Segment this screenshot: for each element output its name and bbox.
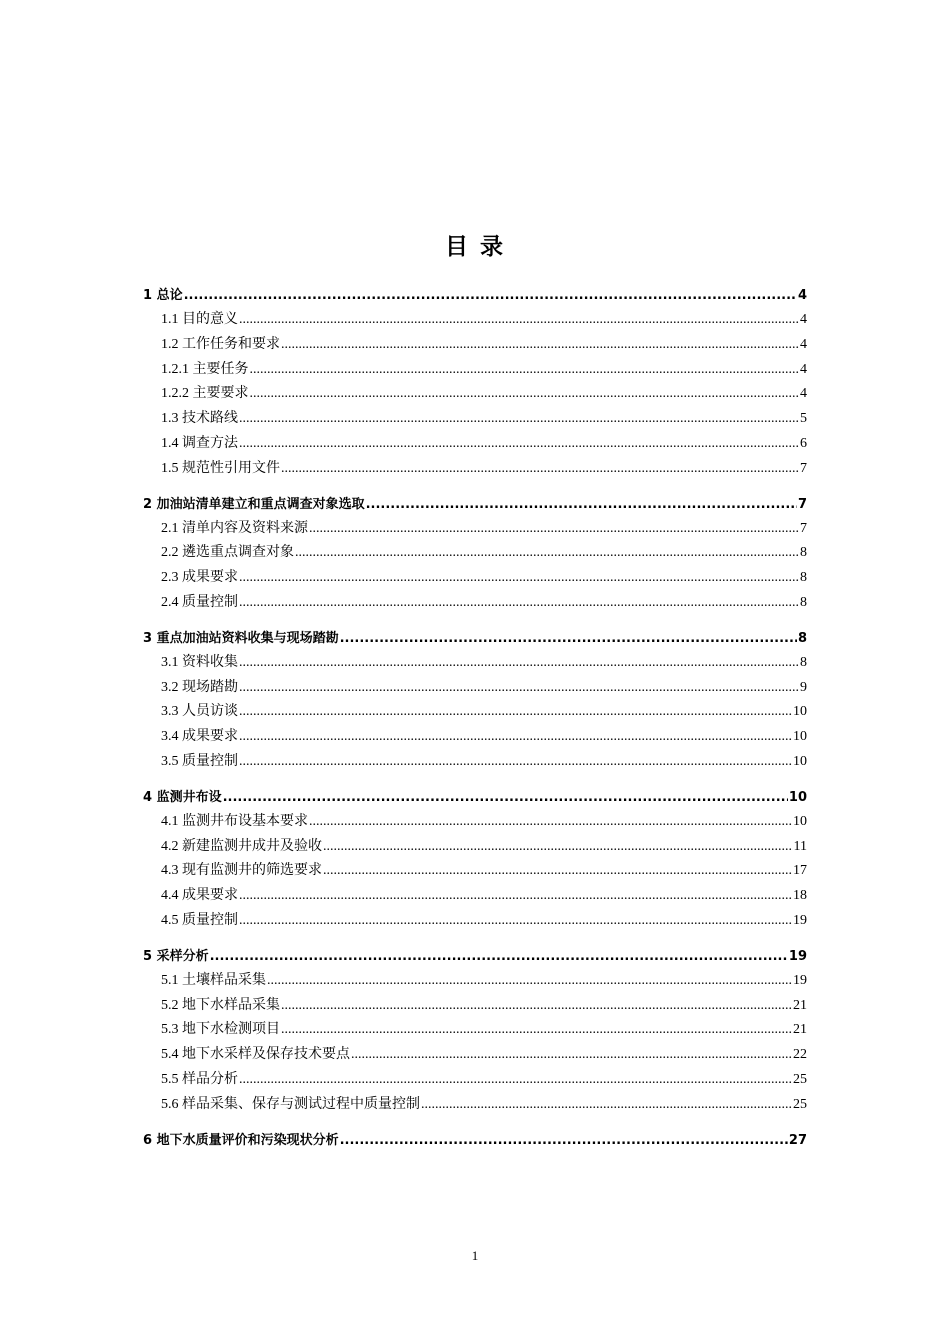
dot-leader (340, 626, 797, 651)
dot-leader (239, 432, 799, 457)
toc-section-entry[interactable] (143, 1093, 807, 1118)
toc-entry-page: 8 (800, 570, 807, 586)
toc-entry-label: 5.5 样品分析 (161, 1071, 238, 1087)
dot-leader (239, 884, 792, 909)
toc-entry-label: 5.2 地下水样品采集 (161, 997, 280, 1013)
toc-section-entry[interactable] (143, 810, 807, 835)
toc-entry-label: 1.2.2 主要要求 (161, 386, 249, 402)
dot-leader (250, 382, 800, 407)
toc-entry-page: 10 (793, 704, 807, 720)
toc-entry-page: 10 (793, 813, 807, 829)
toc-entry-page: 18 (793, 888, 807, 904)
toc-entry-label: 5.6 样品采集、保存与测试过程中质量控制 (161, 1096, 420, 1112)
toc-entry-label: 3.5 质量控制 (161, 753, 238, 769)
toc-entry-label: 2.1 清单内容及资料来源 (161, 520, 308, 536)
dot-leader (239, 700, 792, 725)
toc-entry-page: 4 (800, 312, 807, 327)
toc-chapter-entry[interactable] (143, 944, 807, 969)
toc-entry-page: 8 (800, 654, 807, 670)
dot-leader (250, 358, 800, 383)
toc-entry-page: 7 (800, 520, 807, 536)
toc-section-entry[interactable] (143, 333, 807, 358)
toc-section-entry[interactable] (143, 1018, 807, 1043)
toc-section-entry[interactable] (143, 651, 807, 676)
toc-entry-page: 5 (800, 411, 807, 427)
toc-section-entry[interactable] (143, 591, 807, 616)
toc-section-entry[interactable] (143, 407, 807, 432)
toc-entry-label: 1.2 工作任务和要求 (161, 336, 280, 352)
toc-chapter-entry[interactable] (143, 1128, 807, 1153)
dot-leader (295, 541, 799, 566)
toc-section-entry[interactable] (143, 382, 807, 407)
toc-section-entry[interactable] (143, 517, 807, 542)
dot-leader (366, 492, 797, 517)
toc-entry-page: 19 (788, 948, 807, 964)
dot-leader (239, 676, 799, 701)
dot-leader (309, 810, 792, 835)
toc-chapter-entry[interactable] (143, 283, 807, 308)
table-of-contents (143, 283, 807, 1153)
toc-entry-page: 8 (800, 594, 807, 610)
toc-entry-label: 4.1 监测井布设基本要求 (161, 813, 308, 829)
dot-leader (239, 308, 799, 333)
dot-leader (281, 1018, 792, 1043)
toc-entry-label: 5.3 地下水检测项目 (161, 1022, 280, 1038)
toc-entry-page: 7 (800, 460, 807, 476)
dot-leader (239, 1068, 792, 1093)
toc-entry-page: 21 (793, 1022, 807, 1038)
toc-entry-page: 6 (800, 435, 807, 451)
toc-entry-label: 3.4 成果要求 (161, 729, 238, 745)
toc-section-entry[interactable] (143, 1043, 807, 1068)
toc-entry-label: 2.3 成果要求 (161, 570, 238, 586)
toc-entry-page: 11 (793, 838, 807, 854)
toc-entry-page: 25 (793, 1071, 807, 1087)
toc-section-entry[interactable] (143, 676, 807, 701)
dot-leader (184, 283, 797, 308)
toc-entry-page: 22 (793, 1047, 807, 1063)
toc-section-entry[interactable] (143, 835, 807, 860)
toc-entry-label: 6 地下水质量评价和污染现状分析 (143, 1132, 339, 1148)
dot-leader (323, 859, 792, 884)
toc-entry-label: 4.4 成果要求 (161, 888, 238, 904)
toc-section-entry[interactable] (143, 884, 807, 909)
dot-leader (421, 1093, 792, 1118)
dot-leader (239, 750, 792, 775)
toc-section-entry[interactable] (143, 859, 807, 884)
dot-leader (309, 517, 799, 542)
toc-entry-page: 17 (793, 863, 807, 879)
toc-entry-page: 19 (793, 912, 807, 928)
toc-section-entry[interactable] (143, 994, 807, 1019)
toc-entry-label: 4 监测井布设 (143, 789, 222, 805)
toc-entry-label: 3.2 现场踏勘 (161, 679, 238, 695)
toc-entry-page: 19 (793, 972, 807, 988)
toc-entry-label: 4.2 新建监测井成井及验收 (161, 838, 322, 854)
toc-chapter-entry[interactable] (143, 785, 807, 810)
toc-entry-label: 1.1 目的意义 (161, 312, 238, 327)
toc-entry-page: 25 (793, 1096, 807, 1112)
toc-chapter-entry[interactable] (143, 626, 807, 651)
dot-leader (239, 725, 792, 750)
page-title: 目 录 (444, 234, 505, 260)
toc-entry-page: 9 (800, 679, 807, 695)
toc-section-entry[interactable] (143, 750, 807, 775)
dot-leader (223, 785, 788, 810)
toc-chapter-entry[interactable] (143, 492, 807, 517)
dot-leader (267, 969, 792, 994)
toc-section-entry[interactable] (143, 308, 807, 333)
dot-leader (281, 457, 799, 482)
toc-entry-label: 1.4 调查方法 (161, 435, 238, 451)
toc-entry-label: 3 重点加油站资料收集与现场踏勘 (143, 630, 339, 646)
toc-entry-page: 4 (800, 361, 807, 377)
toc-entry-label: 5 采样分析 (143, 948, 209, 964)
dot-leader (281, 333, 799, 358)
dot-leader (351, 1043, 792, 1068)
toc-entry-label: 1.5 规范性引用文件 (161, 460, 280, 476)
toc-entry-label: 5.4 地下水采样及保存技术要点 (161, 1047, 350, 1063)
toc-entry-page: 21 (793, 997, 807, 1013)
dot-leader (239, 591, 799, 616)
toc-section-entry[interactable] (143, 432, 807, 457)
dot-leader (239, 566, 799, 591)
toc-entry-page: 8 (797, 630, 807, 646)
dot-leader (340, 1128, 788, 1153)
toc-entry-label: 2 加油站清单建立和重点调查对象选取 (143, 496, 365, 512)
toc-entry-page: 10 (793, 753, 807, 769)
dot-leader (210, 944, 788, 969)
toc-entry-label: 3.1 资料收集 (161, 654, 238, 670)
toc-entry-page: 7 (797, 496, 807, 512)
toc-entry-page: 4 (800, 336, 807, 352)
toc-section-entry[interactable] (143, 909, 807, 934)
toc-entry-label: 5.1 土壤样品采集 (161, 972, 266, 988)
toc-entry-page: 4 (800, 386, 807, 402)
toc-section-entry[interactable] (143, 969, 807, 994)
dot-leader (239, 407, 799, 432)
toc-section-entry[interactable] (143, 457, 807, 482)
toc-entry-page: 27 (788, 1132, 807, 1148)
dot-leader (323, 835, 793, 860)
toc-entry-page: 8 (800, 545, 807, 561)
dot-leader (281, 994, 792, 1019)
toc-entry-label: 2.2 遴选重点调查对象 (161, 545, 294, 561)
toc-section-entry[interactable] (143, 566, 807, 591)
toc-entry-label: 1.3 技术路线 (161, 411, 238, 427)
toc-entry-label: 2.4 质量控制 (161, 594, 238, 610)
toc-entry-label: 1.2.1 主要任务 (161, 361, 249, 377)
toc-section-entry[interactable] (143, 358, 807, 383)
toc-section-entry[interactable] (143, 700, 807, 725)
toc-entry-page: 10 (788, 789, 807, 805)
toc-section-entry[interactable] (143, 541, 807, 566)
dot-leader (239, 651, 799, 676)
toc-entry-page: 10 (793, 729, 807, 745)
toc-section-entry[interactable] (143, 1068, 807, 1093)
toc-entry-label: 1 总论 (143, 288, 183, 303)
dot-leader (239, 909, 792, 934)
toc-entry-label: 4.3 现有监测井的筛选要求 (161, 863, 322, 879)
toc-entry-label: 4.5 质量控制 (161, 912, 238, 928)
toc-section-entry[interactable] (143, 725, 807, 750)
toc-entry-label: 3.3 人员访谈 (161, 704, 238, 720)
toc-entry-page: 4 (797, 288, 807, 303)
page-number: 1 (471, 1248, 479, 1263)
